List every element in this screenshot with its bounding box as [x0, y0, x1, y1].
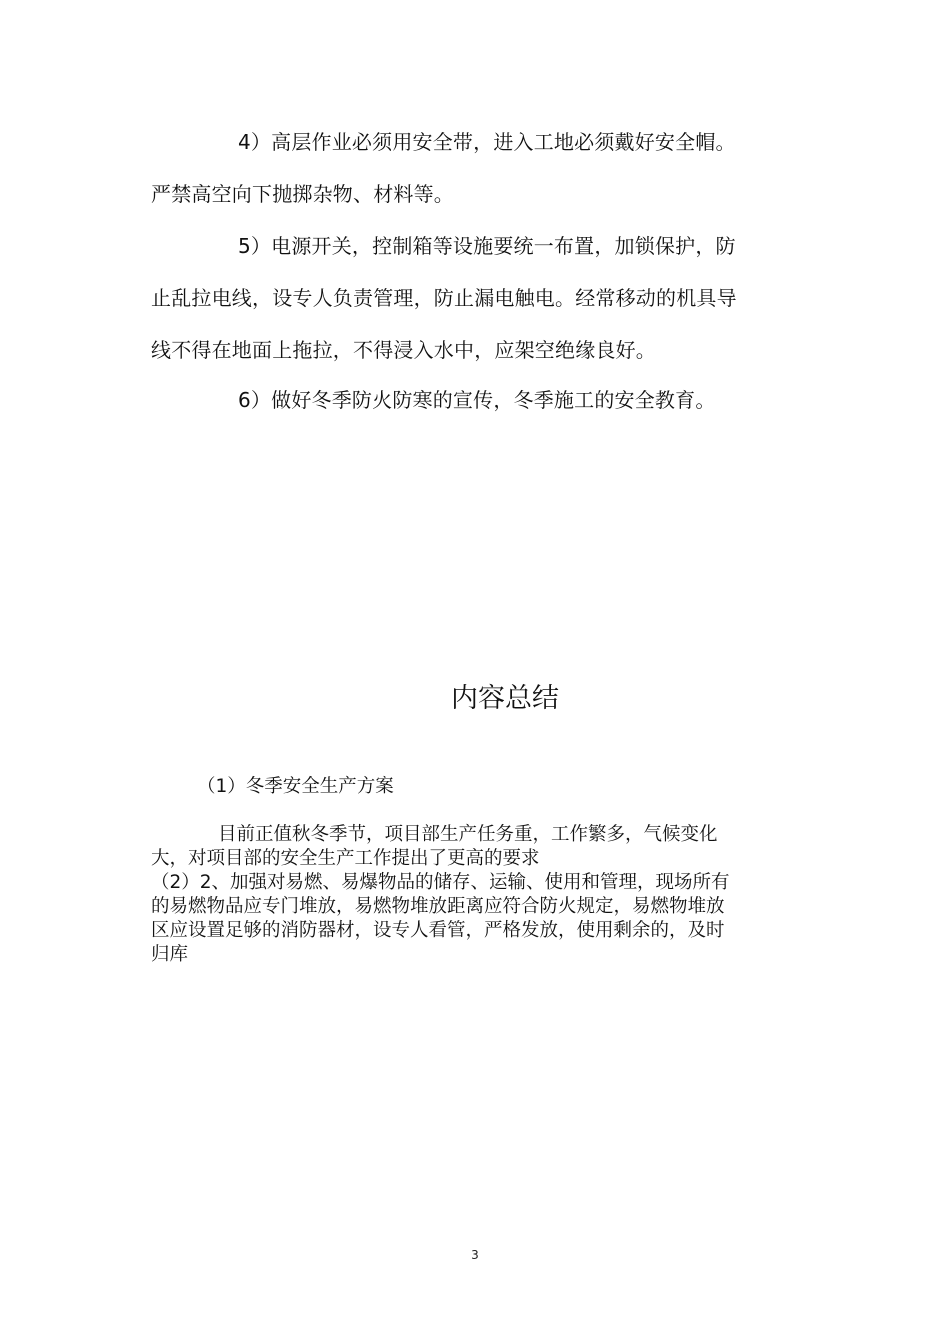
summary-item-2-line-3: 区应设置足够的消防器材，设专人看管，严格发放，使用剩余的，及时 — [151, 920, 725, 941]
paragraph-5-line-1: 5）电源开关，控制箱等设施要统一布置，加锁保护，防 — [238, 234, 736, 258]
summary-item-2-line-4: 归库 — [151, 944, 189, 965]
summary-item-1-text-line-2: 大，对项目部的安全生产工作提出了更高的要求 — [151, 848, 540, 869]
page-number: 3 — [471, 1248, 479, 1262]
summary-item-1-heading: （1）冬季安全生产方案 — [197, 776, 394, 797]
summary-item-2-line-1: （2）2、加强对易燃、易爆物品的储存、运输、使用和管理，现场所有 — [151, 872, 730, 893]
summary-title: 内容总结 — [451, 683, 559, 714]
paragraph-6-line-1: 6）做好冬季防火防寒的宣传，冬季施工的安全教育。 — [238, 388, 716, 412]
summary-item-1-text-line-1: 目前正值秋冬季节，项目部生产任务重，工作繁多，气候变化 — [218, 824, 718, 845]
paragraph-5-line-3: 线不得在地面上拖拉，不得浸入水中，应架空绝缘良好。 — [151, 338, 656, 362]
paragraph-5-line-2: 止乱拉电线，设专人负责管理，防止漏电触电。经常移动的机具导 — [151, 286, 737, 310]
paragraph-4-line-2: 严禁高空向下抛掷杂物、材料等。 — [151, 182, 454, 206]
paragraph-4-line-1: 4）高层作业必须用安全带，进入工地必须戴好安全帽。 — [238, 130, 736, 154]
summary-item-2-line-2: 的易燃物品应专门堆放，易燃物堆放距离应符合防火规定，易燃物堆放 — [151, 896, 725, 917]
